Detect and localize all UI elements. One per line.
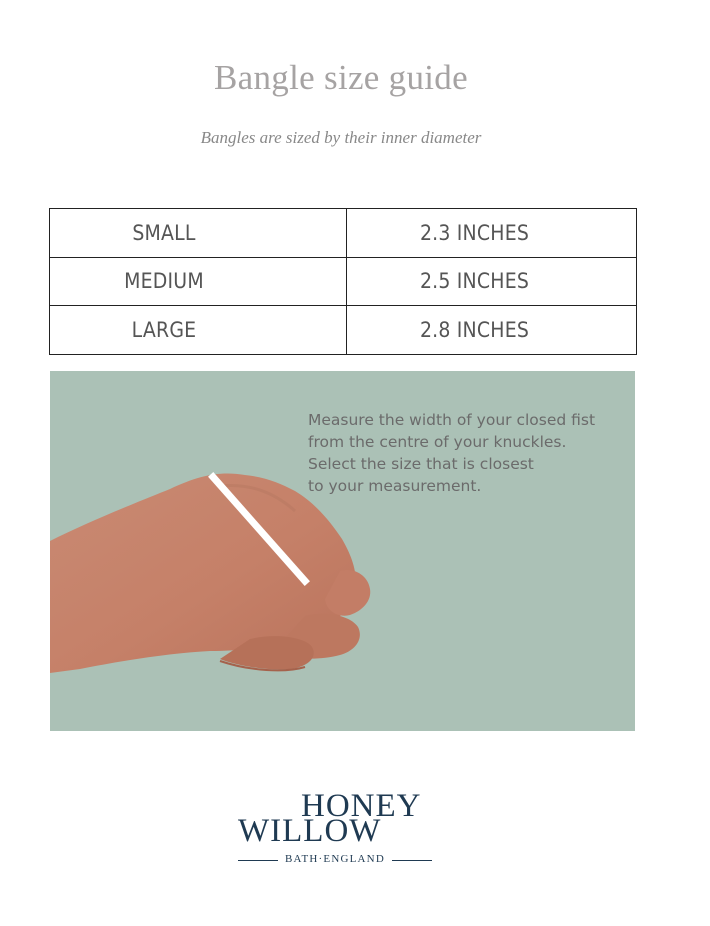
page-title: Bangle size guide [214,58,468,97]
size-diameter: 2.3 INCHES [347,209,637,258]
size-diameter: 2.5 INCHES [347,257,637,306]
size-label: MEDIUM [50,257,347,306]
brand-logo [230,785,440,875]
size-label: SMALL [50,209,347,258]
logo-rule-right [392,860,432,861]
instructions-text [308,409,628,497]
instruction-line: Measure the width of your closed fist [308,411,596,429]
logo-word-honey: HONEY [301,788,422,824]
table-row [50,257,637,306]
instruction-line: from the centre of your knuckles. [308,433,567,451]
logo-word-willow: WILLOW [238,813,382,849]
instruction-line: to your measurement. [308,477,482,495]
size-table [49,208,637,355]
table-row [50,209,637,258]
size-label: LARGE [50,306,347,355]
logo-location: BATH·ENGLAND [285,853,385,865]
measurement-panel [50,371,635,731]
instruction-line: Select the size that is closest [308,455,534,473]
table-row [50,306,637,355]
page-subtitle: Bangles are sized by their inner diameter [200,128,482,147]
size-diameter: 2.8 INCHES [347,306,637,355]
